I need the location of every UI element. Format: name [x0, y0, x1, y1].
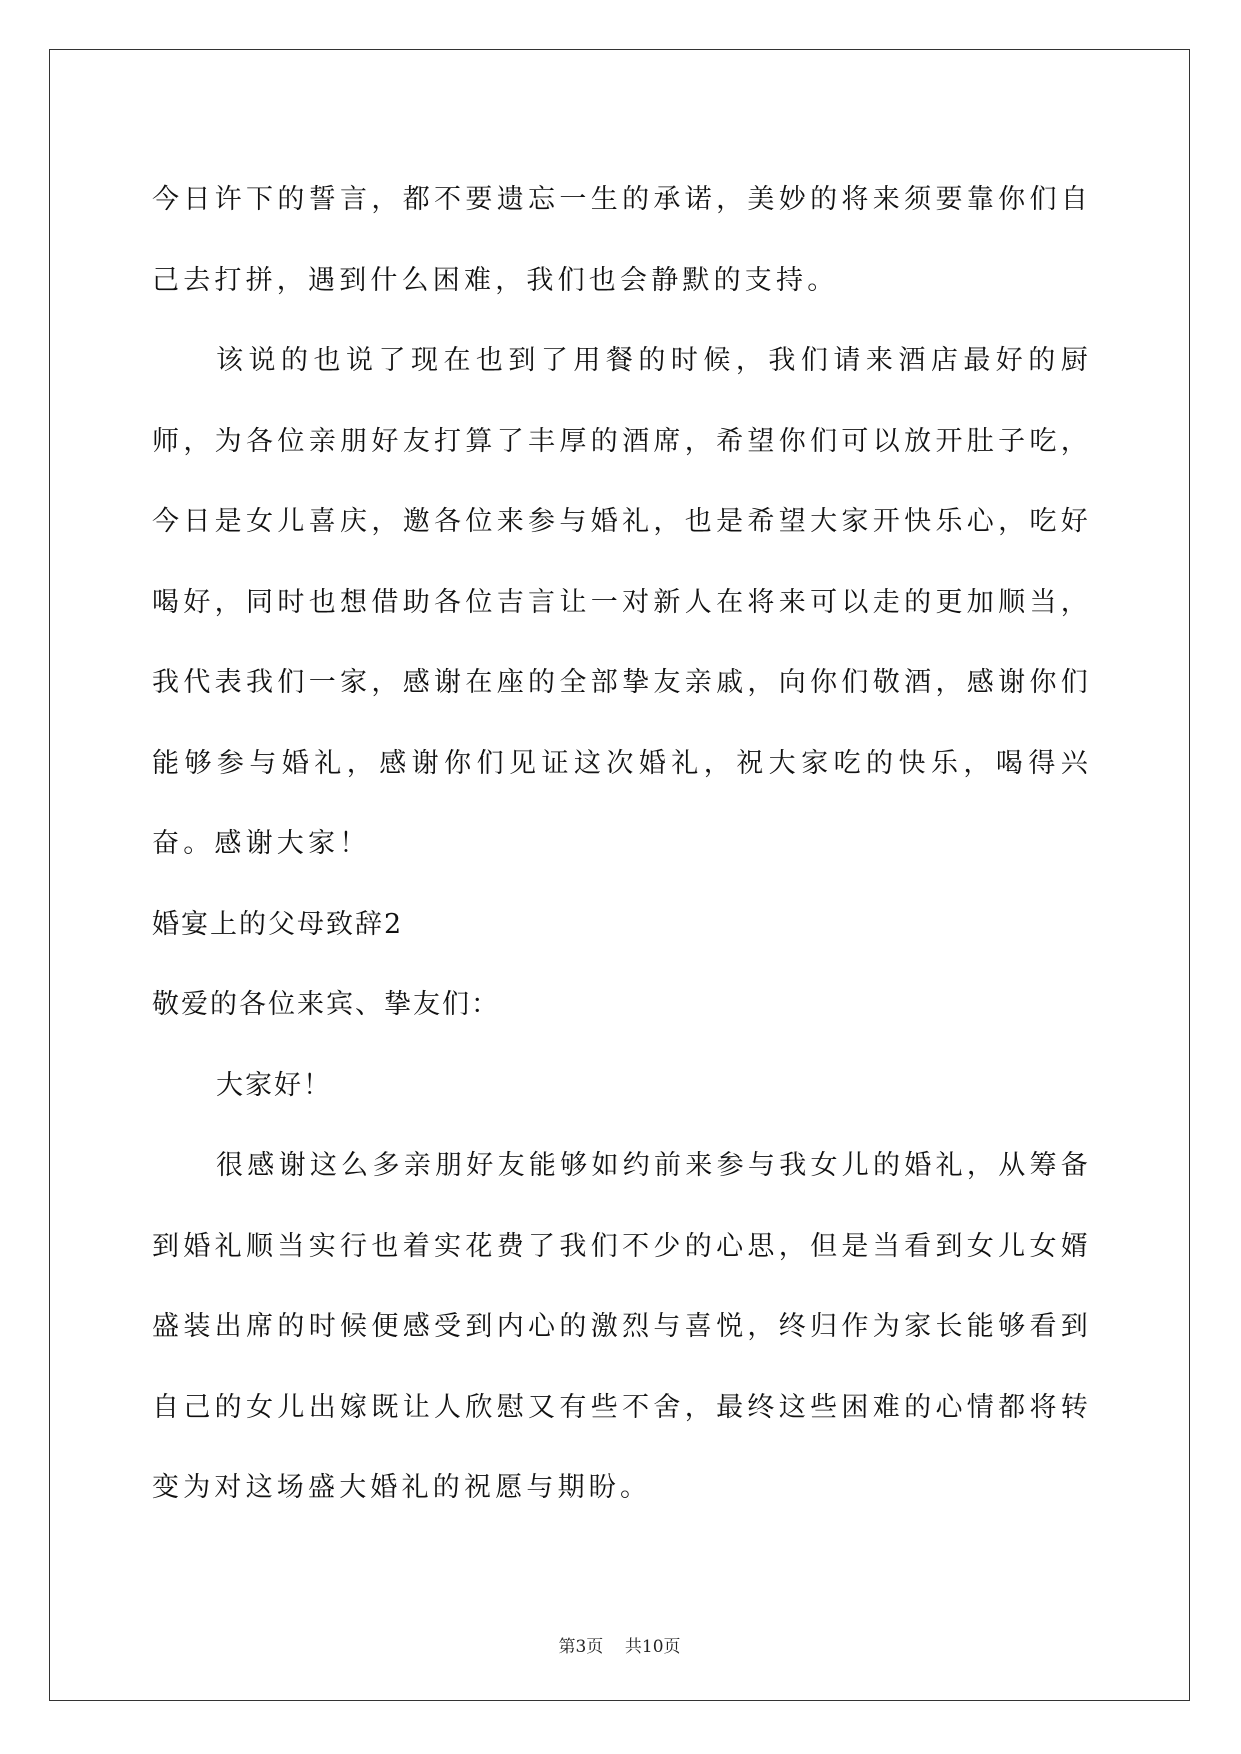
document-body [152, 160, 1092, 1529]
greeting: 大家好！ [216, 1069, 332, 1101]
paragraph-welcome: 很感谢这么多亲朋好友能够如约前来参与我女儿的婚礼，从筹备到婚礼顺当实行也着实花费了我们不少的心思，但是当看到女儿女婿盛装出席的时候便感受到内心的激烈与喜悦，终归作为家长能够看到自己的女儿出嫁既让人欣慰又有些不舍，最终这些困难的心情都将转变为对这场盛大婚礼的祝愿与期盼。 [152, 1150, 1092, 1503]
page-number: 第3页 [558, 1637, 604, 1657]
page-footer [49, 1632, 1190, 1657]
paragraph-vows: 今日许下的誓言，都不要遗忘一生的承诺，美妙的将来须要靠你们自己去打拼，遇到什么困难，我们也会静默的支持。 [152, 184, 1092, 296]
section-title: 婚宴上的父母致辞2 [152, 908, 404, 940]
salutation: 敬爱的各位来宾、挚友们： [152, 989, 500, 1020]
page-total: 共10页 [624, 1637, 681, 1657]
paragraph-banquet-thanks: 该说的也说了现在也到了用餐的时候，我们请来酒店最好的厨师，为各位亲朋好友打算了丰厚的酒席，希望你们可以放开肚子吃，今日是女儿喜庆，邀各位来参与婚礼，也是希望大家开快乐心，吃好喝好，同时也想借助各位吉言让一对新人在将来可以走的更加顺当，我代表我们一家，感谢在座的全部挚友亲戚，向你们敬酒，感谢你们能够参与婚礼，感谢你们见证这次婚礼，祝大家吃的快乐，喝得兴奋。感谢大家！ [152, 345, 1092, 859]
